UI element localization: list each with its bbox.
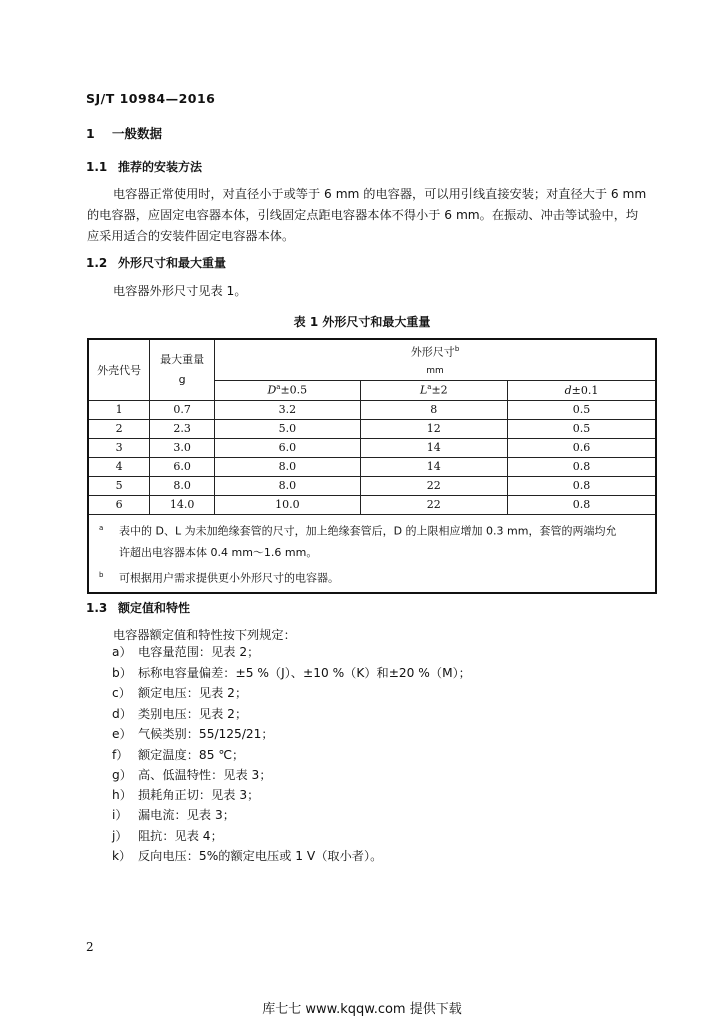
list-text: 额定电压：见表 2； xyxy=(138,686,248,700)
symbol-L: L xyxy=(419,383,428,397)
note-a-text-2: 许超出电容器本体 0.4 mm～1.6 mm。 xyxy=(119,546,318,560)
table-notes xyxy=(88,514,656,593)
list-label: a） xyxy=(112,645,132,659)
list-text: 电容量范围：见表 2； xyxy=(138,645,260,659)
section-1-3-heading xyxy=(86,599,190,616)
section-1-2-heading xyxy=(86,254,226,271)
list-item xyxy=(112,766,272,783)
list-text: 标称电容量偏差：±5 %（J）、±10 %（K）和±20 %（M）； xyxy=(138,666,471,680)
cell: 14 xyxy=(360,438,507,457)
header-max-weight-label: 最大重量 xyxy=(160,352,205,366)
paragraph-line: 电容器外形尺寸见表 1。 xyxy=(113,284,247,298)
cell: 8 xyxy=(360,400,507,419)
list-label: g） xyxy=(112,768,132,782)
cell: 6.0 xyxy=(150,457,215,476)
header-dimensions xyxy=(215,339,656,380)
cell: 1 xyxy=(88,400,150,419)
cell: 0.6 xyxy=(508,438,656,457)
table-row xyxy=(88,495,656,514)
section-number: 1 xyxy=(86,126,95,141)
paragraph-line: 电容器正常使用时，对直径小于或等于 6 mm 的电容器，可以用引线直接安装；对直径大于 6 mm xyxy=(113,187,647,201)
section-number: 1.1 xyxy=(86,160,108,174)
tolerance: ±0.5 xyxy=(280,383,308,397)
cell: 0.8 xyxy=(508,476,656,495)
list-item xyxy=(112,725,274,742)
list-item xyxy=(112,847,382,864)
note-a-text-1: 表中的 D、L 为未加绝缘套管的尺寸，加上绝缘套管后，D 的上限相应增加 0.3 mm，套管的两端均允 xyxy=(119,524,617,538)
tolerance: ±0.1 xyxy=(571,383,599,397)
cell: 3.2 xyxy=(215,400,361,419)
list-label: b） xyxy=(112,666,132,680)
list-text: 阻抗：见表 4； xyxy=(138,829,223,843)
document-code: SJ/T 10984—2016 xyxy=(86,91,216,106)
list-item xyxy=(112,664,471,681)
paragraph-line: 的电容器，应固定电容器本体，引线固定点距电容器本体不得小于 6 mm。在振动、冲击等试验中，均 xyxy=(87,208,639,222)
footnote-mark: a xyxy=(427,383,432,392)
symbol-d: d xyxy=(564,383,572,397)
cell: 6 xyxy=(88,495,150,514)
paragraph-line: 应采用适合的安装件固定电容器本体。 xyxy=(87,229,295,243)
table-row xyxy=(88,400,656,419)
cell: 3.0 xyxy=(150,438,215,457)
table-row xyxy=(88,419,656,438)
cell: 8.0 xyxy=(215,457,361,476)
table-row xyxy=(88,476,656,495)
list-item xyxy=(112,684,247,701)
cell: 12 xyxy=(360,419,507,438)
list-label: k） xyxy=(112,849,132,863)
cell: 3 xyxy=(88,438,150,457)
list-text: 类别电压：见表 2； xyxy=(138,707,248,721)
cell: 14.0 xyxy=(150,495,215,514)
section-1-heading xyxy=(86,124,162,142)
cell: 6.0 xyxy=(215,438,361,457)
note-b xyxy=(99,564,655,590)
cell: 5.0 xyxy=(215,419,361,438)
list-item xyxy=(112,705,247,722)
list-item xyxy=(112,806,235,823)
section-title: 额定值和特性 xyxy=(118,601,191,615)
list-label: h） xyxy=(112,788,132,802)
section-title: 一般数据 xyxy=(112,126,163,141)
cell: 4 xyxy=(88,457,150,476)
note-b-text: 可根据用户需求提供更小外形尺寸的电容器。 xyxy=(119,571,339,585)
header-D xyxy=(215,380,361,400)
note-a xyxy=(99,517,655,543)
list-item xyxy=(112,786,259,803)
list-item xyxy=(112,746,244,763)
section-number: 1.2 xyxy=(86,256,108,270)
header-d xyxy=(508,380,656,400)
cell: 10.0 xyxy=(215,495,361,514)
table-row xyxy=(88,438,656,457)
header-dimensions-unit: mm xyxy=(426,365,444,376)
cell: 0.5 xyxy=(508,400,656,419)
footnote-mark: b xyxy=(454,345,460,353)
list-item xyxy=(112,827,223,844)
cell: 8.0 xyxy=(215,476,361,495)
paragraph-line: 电容器额定值和特性按下列规定： xyxy=(113,628,296,642)
cell: 2 xyxy=(88,419,150,438)
cell: 14 xyxy=(360,457,507,476)
symbol-D: D xyxy=(267,383,277,397)
footnote-mark: a xyxy=(276,383,281,392)
list-text: 高、低温特性：见表 3； xyxy=(138,768,272,782)
list-label: e） xyxy=(112,727,132,741)
header-max-weight-unit: g xyxy=(178,372,186,386)
list-label: c） xyxy=(112,686,131,700)
list-text: 漏电流：见表 3； xyxy=(138,808,235,822)
list-label: i） xyxy=(112,808,128,822)
cell: 22 xyxy=(360,495,507,514)
page-number: 2 xyxy=(86,940,94,954)
cell: 5 xyxy=(88,476,150,495)
footnote-mark: b xyxy=(99,571,104,580)
cell: 0.5 xyxy=(508,419,656,438)
cell: 8.0 xyxy=(150,476,215,495)
cell: 0.8 xyxy=(508,457,656,476)
dimensions-table xyxy=(87,338,657,594)
header-max-weight xyxy=(150,339,215,400)
header-L xyxy=(360,380,507,400)
section-title: 外形尺寸和最大重量 xyxy=(118,256,227,270)
cell: 0.7 xyxy=(150,400,215,419)
list-label: f） xyxy=(112,748,129,762)
section-1-1-heading xyxy=(86,158,202,175)
section-title: 推荐的安装方法 xyxy=(118,160,203,174)
list-label: d） xyxy=(112,707,132,721)
cell: 2.3 xyxy=(150,419,215,438)
header-case-code: 外壳代号 xyxy=(88,339,150,400)
header-dimensions-label: 外形尺寸 xyxy=(410,345,455,359)
list-text: 额定温度：85 ℃； xyxy=(138,748,245,762)
list-text: 损耗角正切：见表 3； xyxy=(138,788,260,802)
cell: 22 xyxy=(360,476,507,495)
section-number: 1.3 xyxy=(86,601,108,615)
list-label: j） xyxy=(112,829,128,843)
list-item xyxy=(112,643,259,660)
table-row xyxy=(88,457,656,476)
tolerance: ±2 xyxy=(431,383,448,397)
table-caption: 表 1 外形尺寸和最大重量 xyxy=(293,315,431,329)
list-text: 反向电压：5%的额定电压或 1 V（取小者）。 xyxy=(138,849,383,863)
download-footer: 库七七 www.kqqw.com 提供下载 xyxy=(262,1002,462,1017)
footnote-mark: a xyxy=(99,523,104,532)
list-text: 气候类别：55/125/21； xyxy=(138,727,274,741)
cell: 0.8 xyxy=(508,495,656,514)
